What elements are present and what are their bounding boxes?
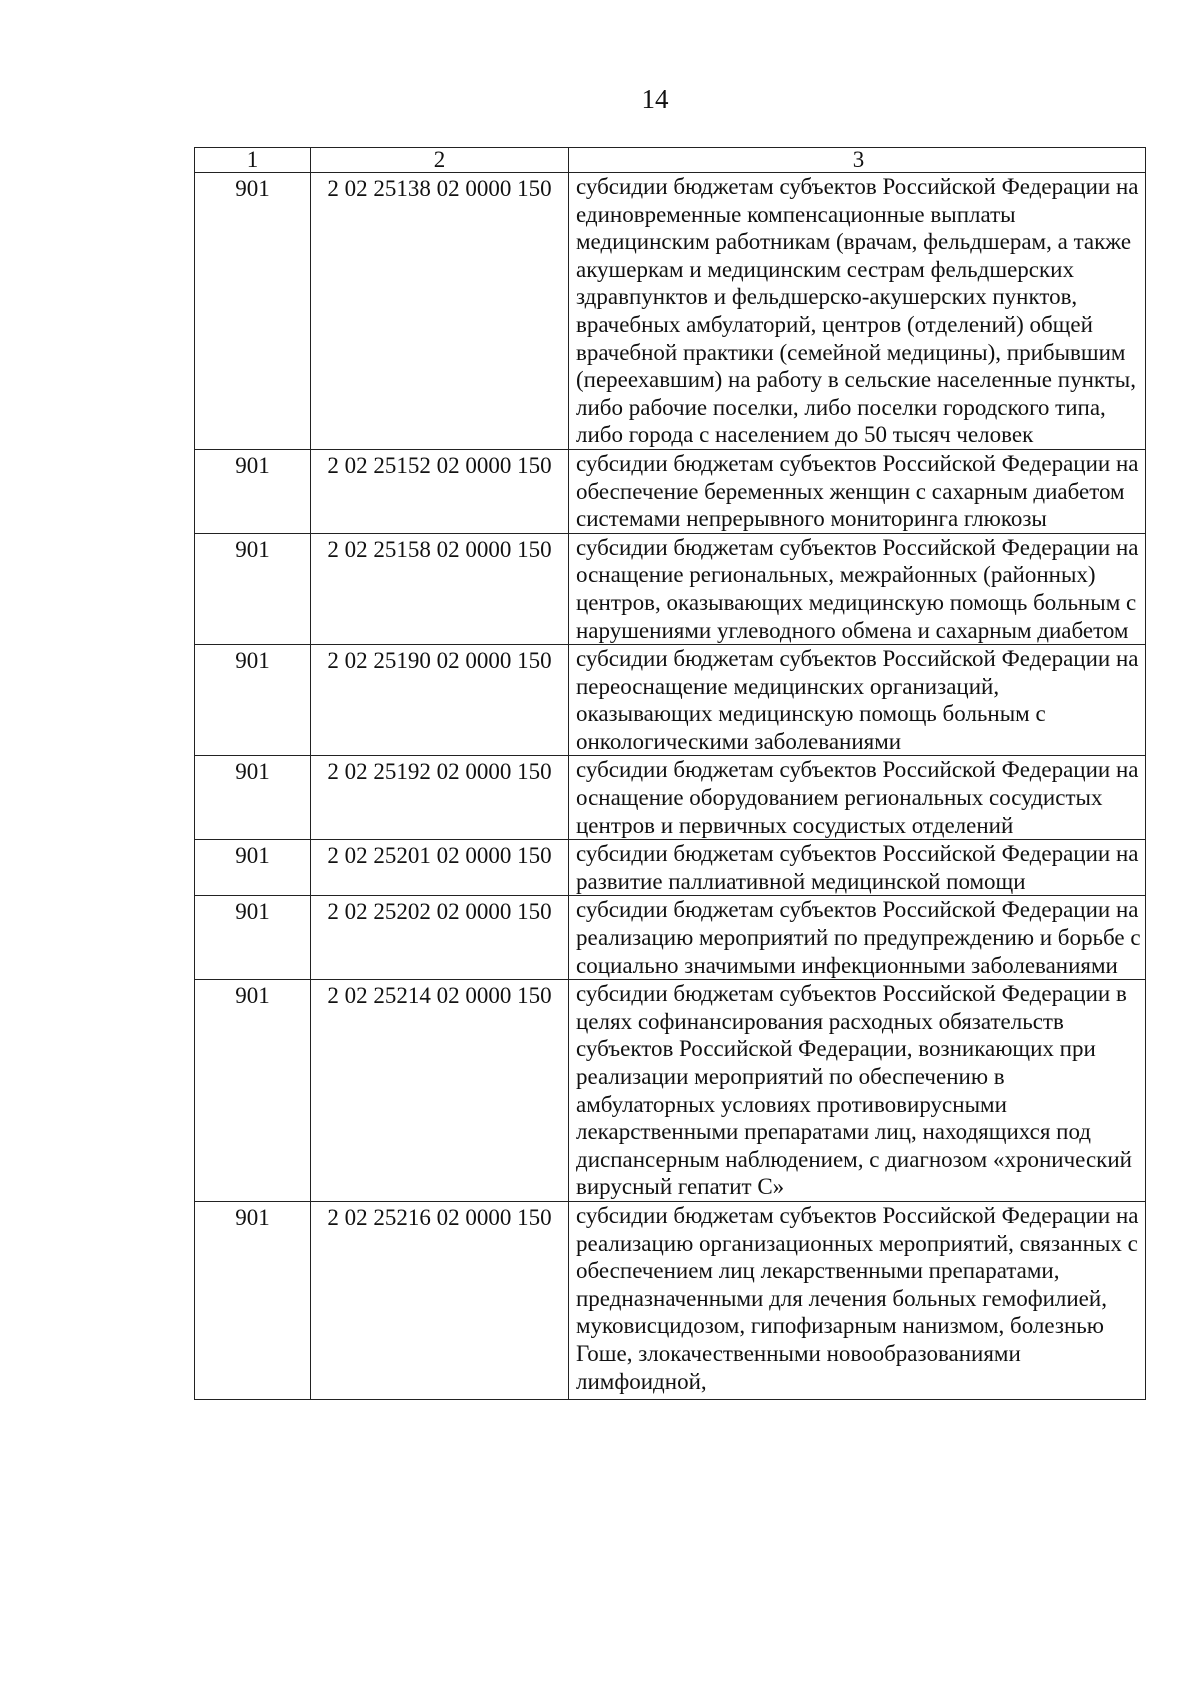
description-cell: субсидии бюджетам субъектов Российской Федерации на развитие паллиативной медицинской помощи (569, 840, 1146, 896)
description-cell: субсидии бюджетам субъектов Российской Федерации на оснащение региональных, межрайонных (районных) центров, оказывающих медицинскую помощь больным с нарушениями углеводного обмена и сахарным диабетом (569, 533, 1146, 644)
admin-code-cell: 901 (195, 1201, 311, 1399)
admin-code-cell: 901 (195, 645, 311, 756)
table-row (195, 533, 1146, 644)
table-header-row (195, 148, 1146, 173)
budget-code-cell: 2 02 25214 02 0000 150 (311, 980, 569, 1202)
admin-code-cell: 901 (195, 980, 311, 1202)
table-row (195, 1201, 1146, 1399)
column-header-1: 1 (195, 148, 311, 173)
description-cell: субсидии бюджетам субъектов Российской Федерации на реализацию мероприятий по предупреждению и борьбе с социально значимыми инфекционными заболеваниями (569, 896, 1146, 980)
admin-code-cell: 901 (195, 173, 311, 450)
table-row (195, 980, 1146, 1202)
budget-code-cell: 2 02 25138 02 0000 150 (311, 173, 569, 450)
admin-code-cell: 901 (195, 896, 311, 980)
budget-code-cell: 2 02 25190 02 0000 150 (311, 645, 569, 756)
description-cell: субсидии бюджетам субъектов Российской Федерации на единовременные компенсационные выплаты медицинским работникам (врачам, фельдшерам, а также акушеркам и медицинским сестрам фельдшерских здравпунктов и фельдшерско-акушерских пунктов, врачебных амбулаторий, центров (отделений) общей врачебной практики (семейной медицины), прибывшим (переехавшим) на работу в сельские населенные пункты, либо рабочие поселки, либо поселки городского типа, либо города с населением до 50 тысяч человек (569, 173, 1146, 450)
table-row (195, 173, 1146, 450)
table-row (195, 840, 1146, 896)
description-cell: субсидии бюджетам субъектов Российской Федерации на реализацию организационных мероприятий, связанных с обеспечением лиц лекарственными препаратами, предназначенными для лечения больных гемофилией, муковисцидозом, гипофизарным нанизмом, болезнью Гоше, злокачественными новообразованиями лимфоидной, (569, 1201, 1146, 1399)
admin-code-cell: 901 (195, 533, 311, 644)
budget-code-cell: 2 02 25216 02 0000 150 (311, 1201, 569, 1399)
admin-code-cell: 901 (195, 756, 311, 840)
column-header-3: 3 (569, 148, 1146, 173)
table-row (195, 645, 1146, 756)
table-row (195, 449, 1146, 533)
budget-code-cell: 2 02 25202 02 0000 150 (311, 896, 569, 980)
budget-code-cell: 2 02 25192 02 0000 150 (311, 756, 569, 840)
budget-code-cell: 2 02 25158 02 0000 150 (311, 533, 569, 644)
page-number: 14 (641, 84, 669, 114)
description-cell: субсидии бюджетам субъектов Российской Федерации на оснащение оборудованием региональных сосудистых центров и первичных сосудистых отделений (569, 756, 1146, 840)
admin-code-cell: 901 (195, 840, 311, 896)
description-cell: субсидии бюджетам субъектов Российской Федерации в целях софинансирования расходных обязательств субъектов Российской Федерации, возникающих при реализации мероприятий по обеспечению в амбулаторных условиях противовирусными лекарственными препаратами лиц, находящихся под диспансерным наблюдением, с диагнозом «хронический вирусный гепатит С» (569, 980, 1146, 1202)
description-cell: субсидии бюджетам субъектов Российской Федерации на переоснащение медицинских организаций, оказывающих медицинскую помощь больным с онкологическими заболеваниями (569, 645, 1146, 756)
budget-code-cell: 2 02 25152 02 0000 150 (311, 449, 569, 533)
admin-code-cell: 901 (195, 449, 311, 533)
description-cell: субсидии бюджетам субъектов Российской Федерации на обеспечение беременных женщин с сахарным диабетом системами непрерывного мониторинга глюкозы (569, 449, 1146, 533)
table-row (195, 756, 1146, 840)
column-header-2: 2 (311, 148, 569, 173)
budget-code-cell: 2 02 25201 02 0000 150 (311, 840, 569, 896)
budget-classification-table (194, 147, 1146, 1400)
table-row (195, 896, 1146, 980)
